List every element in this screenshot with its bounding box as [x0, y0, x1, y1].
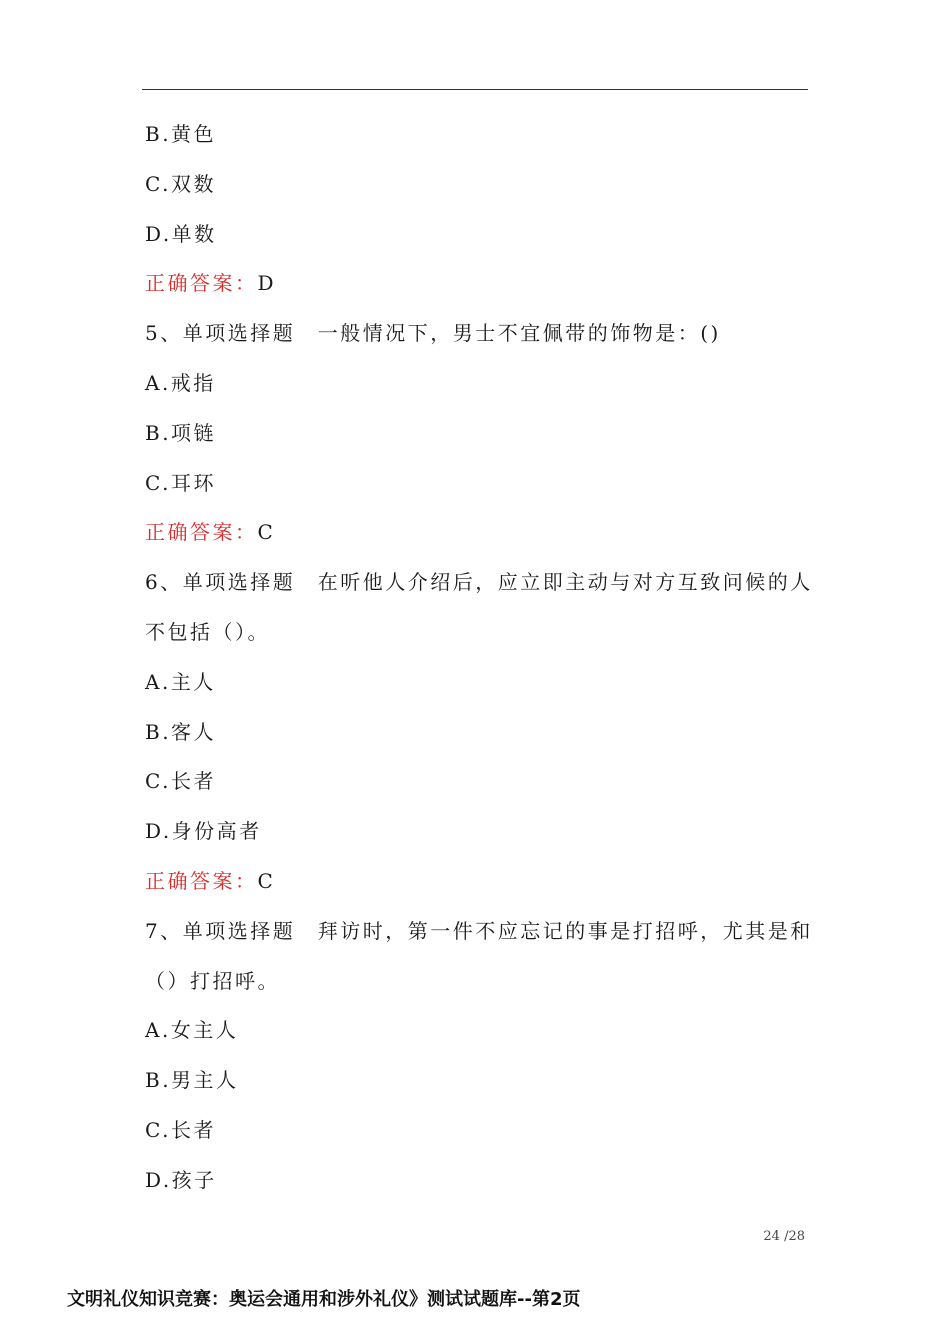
- question-text: （）打招呼。: [145, 968, 280, 993]
- question-text: 不包括（）。: [145, 619, 270, 644]
- answer-option: B.男主人: [145, 1068, 239, 1093]
- answer-option: A.戒指: [145, 370, 216, 395]
- page-number: 24 /28: [763, 1229, 805, 1244]
- correct-answer: [145, 508, 810, 558]
- document-footer: 文明礼仪知识竞赛：奥运会通用和涉外礼仪》测试试题库--第2页: [67, 1289, 581, 1310]
- answer-option: A.女主人: [145, 1018, 239, 1043]
- answer-value: C: [257, 868, 276, 893]
- answer-option: C.长者: [145, 769, 216, 794]
- answer-option: D.孩子: [145, 1167, 217, 1192]
- answer-value: D: [257, 271, 277, 296]
- answer-option: D.身份高者: [145, 819, 262, 844]
- document-body: [145, 110, 813, 1206]
- correct-answer: [145, 259, 810, 309]
- question-text: 7、单项选择题 拜访时，第一件不应忘记的事是打招呼，尤其是和: [145, 918, 813, 943]
- answer-option: C.长者: [145, 1117, 216, 1142]
- correct-answer: [145, 857, 810, 907]
- answer-value: C: [257, 520, 276, 545]
- answer-option: C.耳环: [145, 470, 216, 495]
- question-text: 5、单项选择题 一般情况下，男士不宜佩带的饰物是：(): [145, 321, 721, 346]
- answer-label: 正确答案：: [145, 271, 258, 296]
- answer-option: B.黄色: [145, 122, 217, 146]
- answer-label: 正确答案：: [145, 520, 258, 545]
- answer-option: B.客人: [145, 719, 217, 744]
- answer-option: C.双数: [145, 171, 216, 196]
- answer-label: 正确答案：: [145, 868, 258, 893]
- answer-option: D.单数: [145, 221, 217, 246]
- header-rule: [142, 89, 808, 90]
- answer-option: B.项链: [145, 420, 217, 445]
- question-text: 6、单项选择题 在听他人介绍后，应立即主动与对方互致问候的人: [145, 570, 813, 595]
- answer-option: A.主人: [145, 669, 216, 694]
